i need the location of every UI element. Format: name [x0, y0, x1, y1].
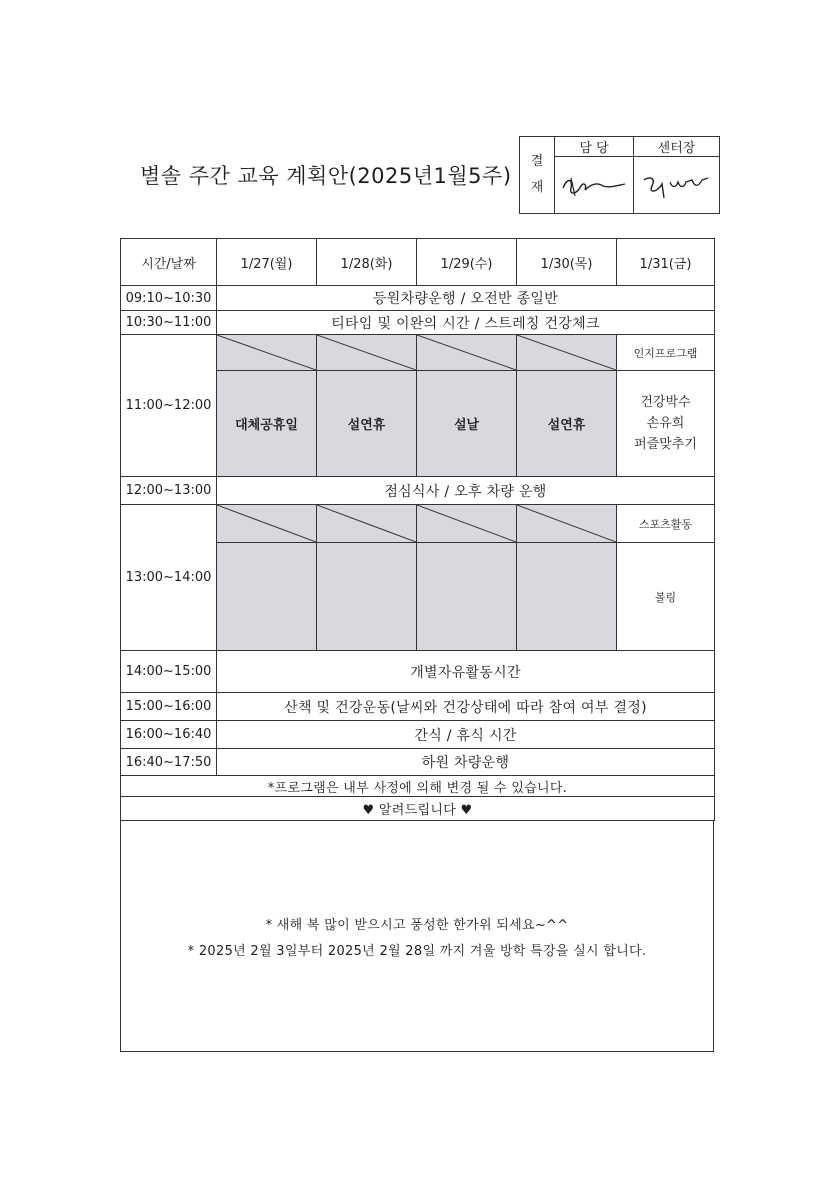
table-row	[121, 477, 715, 505]
signature-director-mark	[636, 158, 718, 208]
notice-line: * 새해 복 많이 받으시고 풍성한 한가위 되세요~^^	[265, 918, 569, 933]
friday-program-title: 인지프로그램	[617, 335, 715, 371]
time-cell: 16:00~16:40	[121, 721, 217, 749]
notice-box	[120, 820, 714, 1052]
diagonal-cell	[417, 505, 517, 543]
change-note: *프로그램은 내부 사정에 의해 변경 될 수 있습니다.	[121, 776, 715, 797]
header-thu: 1/30(목)	[517, 239, 617, 286]
diagonal-cell	[517, 505, 617, 543]
time-cell: 14:00~15:00	[121, 651, 217, 693]
time-cell: 11:00~12:00	[121, 335, 217, 477]
approval-box	[519, 136, 720, 214]
notice-header: ♥ 알려드립니다 ♥	[121, 797, 715, 821]
holiday-wed: 설날	[417, 371, 517, 477]
activity-cell: 티타임 및 이완의 시간 / 스트레칭 건강체크	[217, 311, 715, 335]
table-header-row	[121, 239, 715, 286]
table-row	[121, 721, 715, 749]
signature-manager	[555, 157, 634, 214]
diagonal-cell	[317, 335, 417, 371]
time-cell: 09:10~10:30	[121, 286, 217, 311]
table-row	[121, 749, 715, 776]
holiday-tue: 설연휴	[317, 371, 417, 477]
header-tue: 1/28(화)	[317, 239, 417, 286]
program-item: 손유희	[646, 416, 685, 431]
table-row	[121, 286, 715, 311]
header-wed: 1/29(수)	[417, 239, 517, 286]
activity-cell: 점심식사 / 오후 차량 운행	[217, 477, 715, 505]
table-row	[121, 335, 715, 371]
activity-cell: 개별자유활동시간	[217, 651, 715, 693]
empty-gray-cell	[317, 543, 417, 651]
friday-program-item: 볼링	[617, 543, 715, 651]
diagonal-cell	[217, 335, 317, 371]
diagonal-cell	[417, 335, 517, 371]
friday-program-title: 스포츠활동	[617, 505, 715, 543]
friday-program-list	[617, 371, 715, 477]
header-fri: 1/31(금)	[617, 239, 715, 286]
holiday-mon: 대체공휴일	[217, 371, 317, 477]
notice-line: * 2025년 2월 3일부터 2025년 2월 28일 까지 겨울 방학 특강을 실시 합니다.	[187, 944, 647, 959]
program-item: 퍼즐맞추기	[634, 437, 697, 452]
approval-label-top: 결	[530, 154, 544, 169]
notice-lines	[121, 913, 713, 965]
signature-director	[634, 157, 720, 214]
empty-gray-cell	[517, 543, 617, 651]
table-row	[121, 776, 715, 797]
time-cell: 15:00~16:00	[121, 693, 217, 721]
table-row	[121, 505, 715, 543]
approval-role-director: 센터장	[634, 137, 720, 157]
table-row	[121, 797, 715, 821]
empty-gray-cell	[417, 543, 517, 651]
table-row	[121, 693, 715, 721]
table-row	[121, 311, 715, 335]
diagonal-cell	[317, 505, 417, 543]
time-cell: 13:00~14:00	[121, 505, 217, 651]
header-mon: 1/27(월)	[217, 239, 317, 286]
time-cell: 16:40~17:50	[121, 749, 217, 776]
holiday-thu: 설연휴	[517, 371, 617, 477]
approval-label	[520, 137, 555, 214]
time-cell: 10:30~11:00	[121, 311, 217, 335]
activity-cell: 하원 차량운행	[217, 749, 715, 776]
approval-role-manager: 담 당	[555, 137, 634, 157]
diagonal-cell	[217, 505, 317, 543]
schedule-table	[120, 238, 715, 821]
program-item: 건강박수	[640, 395, 691, 410]
table-row	[121, 651, 715, 693]
activity-cell: 산책 및 건강운동(날씨와 건강상태에 따라 참여 여부 결정)	[217, 693, 715, 721]
activity-cell: 등원차량운행 / 오전반 종일반	[217, 286, 715, 311]
header-time-date: 시간/날짜	[121, 239, 217, 286]
diagonal-cell	[517, 335, 617, 371]
activity-cell: 간식 / 휴식 시간	[217, 721, 715, 749]
time-cell: 12:00~13:00	[121, 477, 217, 505]
signature-manager-mark	[557, 158, 631, 208]
empty-gray-cell	[217, 543, 317, 651]
approval-label-bottom: 재	[530, 180, 544, 195]
page-title: 별솔 주간 교육 계획안(2025년1월5주)	[140, 164, 512, 188]
